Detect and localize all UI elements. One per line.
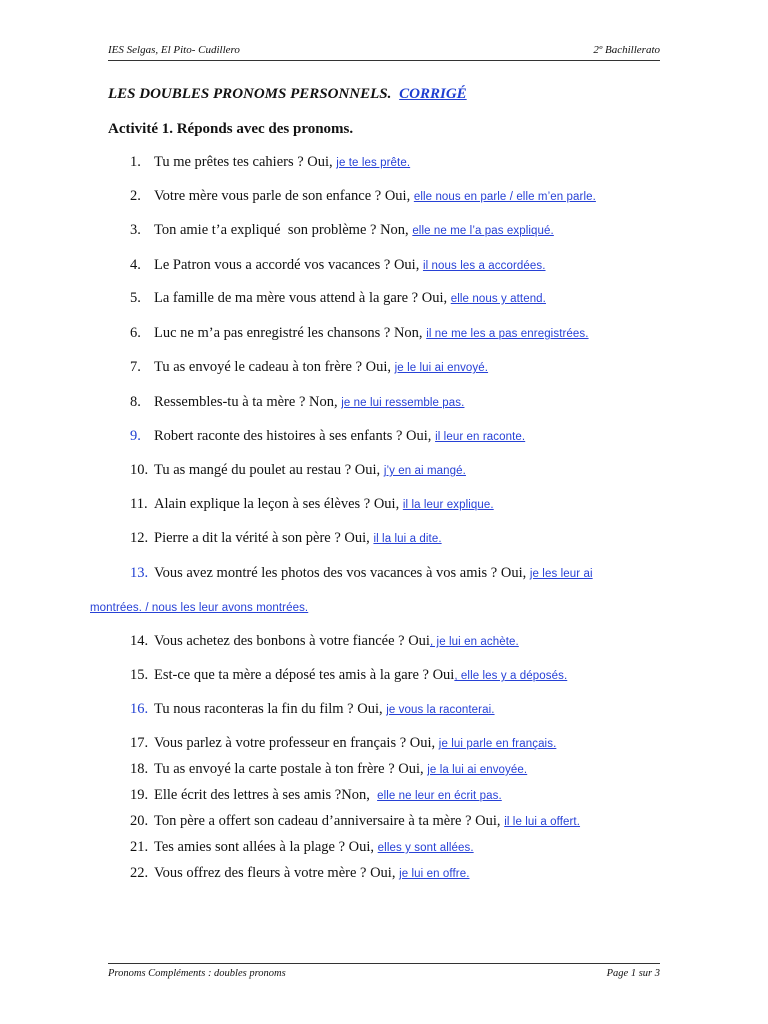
activity-heading: Activité 1. Réponds avec des pronoms.: [108, 121, 354, 137]
item-question: Tu nous raconteras la fin du film ? Oui,: [154, 701, 387, 717]
item-number: 20.: [130, 813, 149, 829]
item-answer: elles y sont allées.: [377, 842, 474, 854]
item-answer: je te les prête.: [336, 157, 411, 169]
list-item: [130, 530, 442, 547]
item-number: 12.: [130, 530, 149, 546]
item-answer: il nous les a accordées.: [422, 260, 546, 272]
item-answer: il leur en raconte.: [435, 431, 526, 443]
item-question: Ton père a offert son cadeau d’anniversaire à ta mère ? Oui,: [154, 813, 505, 829]
item-answer: j’y en ai mangé.: [383, 465, 466, 477]
list-item: [130, 188, 596, 205]
item-number: 16.: [130, 701, 149, 717]
item-number: 2.: [130, 188, 141, 204]
list-item: [130, 257, 546, 274]
list-item: [130, 667, 567, 684]
item-number: 21.: [130, 839, 149, 855]
item-number: 11.: [130, 496, 148, 512]
item-question: Tes amies sont allées à la plage ? Oui,: [154, 839, 378, 855]
item-question: Le Patron vous a accordé vos vacances ? Oui,: [154, 257, 423, 273]
item-number: 13.: [130, 565, 149, 581]
list-item: [130, 735, 556, 752]
list-item: [130, 325, 589, 342]
list-item: [130, 462, 466, 479]
list-item: [130, 701, 495, 718]
item-answer: je lui parle en français.: [438, 738, 557, 750]
list-item: [130, 839, 474, 856]
item-number: 7.: [130, 359, 141, 375]
item-number: 10.: [130, 462, 149, 478]
item-number: 9.: [130, 428, 141, 444]
item-number: 3.: [130, 222, 141, 238]
page-footer: [108, 963, 660, 984]
item-question: Tu me prêtes tes cahiers ? Oui,: [154, 154, 337, 170]
item-question: Pierre a dit la vérité à son père ? Oui,: [154, 530, 374, 546]
item-question: Vous parlez à votre professeur en français ? Oui,: [154, 735, 439, 751]
header-school: IES Selgas, El Pito- Cudillero: [108, 44, 240, 56]
item-answer: il la lui a dite.: [373, 533, 442, 545]
item-answer: elle nous y attend.: [450, 293, 546, 305]
item-question: Alain explique la leçon à ses élèves ? Oui,: [154, 496, 403, 512]
header-level: 2º Bachillerato: [593, 44, 660, 56]
item-question: Votre mère vous parle de son enfance ? Oui,: [154, 188, 414, 204]
item-answer: je les leur ai: [529, 568, 593, 580]
list-item: [130, 787, 502, 804]
footer-topic: Pronoms Compléments : doubles pronoms: [108, 968, 286, 979]
list-item: [130, 222, 554, 239]
list-item: [130, 565, 593, 582]
item-number: 18.: [130, 761, 149, 777]
item-number: 8.: [130, 394, 141, 410]
item-13-answer-cont: montrées. / nous les leur avons montrées.: [90, 602, 309, 614]
item-answer: il la leur explique.: [402, 499, 494, 511]
list-item: [130, 428, 525, 445]
item-question: Ressembles-tu à ta mère ? Non,: [154, 394, 342, 410]
item-number: 4.: [130, 257, 141, 273]
title-corrige: CORRIGÉ: [399, 86, 467, 102]
list-item: [130, 865, 470, 882]
item-number: 6.: [130, 325, 141, 341]
item-question: Ton amie t’a expliqué son problème ? Non,: [154, 222, 413, 238]
item-question: Tu as envoyé la carte postale à ton frère ? Oui,: [154, 761, 428, 777]
item-number: 15.: [130, 667, 149, 683]
list-item: [130, 290, 546, 307]
item-answer: , je lui en achète.: [429, 636, 519, 648]
item-number: 22.: [130, 865, 149, 881]
item-question: Vous avez montré les photos des vos vacances à vos amis ? Oui,: [154, 565, 530, 581]
item-answer: il le lui a offert.: [504, 816, 581, 828]
list-item: [130, 813, 580, 830]
item-answer: je le lui ai envoyé.: [394, 362, 489, 374]
page-header: [108, 44, 660, 61]
item-13-continuation: [90, 599, 308, 616]
item-number: 1.: [130, 154, 141, 170]
item-question: Vous offrez des fleurs à votre mère ? Oui,: [154, 865, 400, 881]
item-question: Luc ne m’a pas enregistré les chansons ? Non,: [154, 325, 427, 341]
list-item: [130, 154, 410, 171]
footer-page: Page 1 sur 3: [606, 968, 660, 979]
item-answer: je ne lui ressemble pas.: [341, 397, 465, 409]
list-item: [130, 359, 488, 376]
item-question: Tu as envoyé le cadeau à ton frère ? Oui,: [154, 359, 395, 375]
item-number: 19.: [130, 787, 149, 803]
item-number: 14.: [130, 633, 149, 649]
item-answer: je la lui ai envoyée.: [427, 764, 528, 776]
list-item: [130, 496, 494, 513]
item-answer: il ne me les a pas enregistrées.: [426, 328, 589, 340]
item-answer: , elle les y a déposés.: [454, 670, 568, 682]
item-answer: elle nous en parle / elle m’en parle.: [413, 191, 596, 203]
item-answer: je lui en offre.: [399, 868, 470, 880]
item-number: 5.: [130, 290, 141, 306]
list-item: [130, 761, 527, 778]
item-question: La famille de ma mère vous attend à la gare ? Oui,: [154, 290, 451, 306]
item-question: Tu as mangé du poulet au restau ? Oui,: [154, 462, 384, 478]
list-item: [130, 633, 519, 650]
item-question: Elle écrit des lettres à ses amis ?Non,: [154, 787, 378, 803]
item-answer: je vous la raconterai.: [386, 704, 495, 716]
item-question: Vous achetez des bonbons à votre fiancée ? Oui: [154, 633, 430, 649]
item-answer: elle ne me l’a pas expliqué.: [412, 225, 554, 237]
item-question: Est-ce que ta mère a déposé tes amis à la gare ? Oui: [154, 667, 455, 683]
list-item: [130, 394, 464, 411]
item-answer: elle ne leur en écrit pas.: [377, 790, 502, 802]
item-number: 17.: [130, 735, 149, 751]
item-question: Robert raconte des histoires à ses enfants ? Oui,: [154, 428, 436, 444]
page-title: [108, 86, 467, 103]
title-main: LES DOUBLES PRONOMS PERSONNELS.: [108, 86, 392, 102]
